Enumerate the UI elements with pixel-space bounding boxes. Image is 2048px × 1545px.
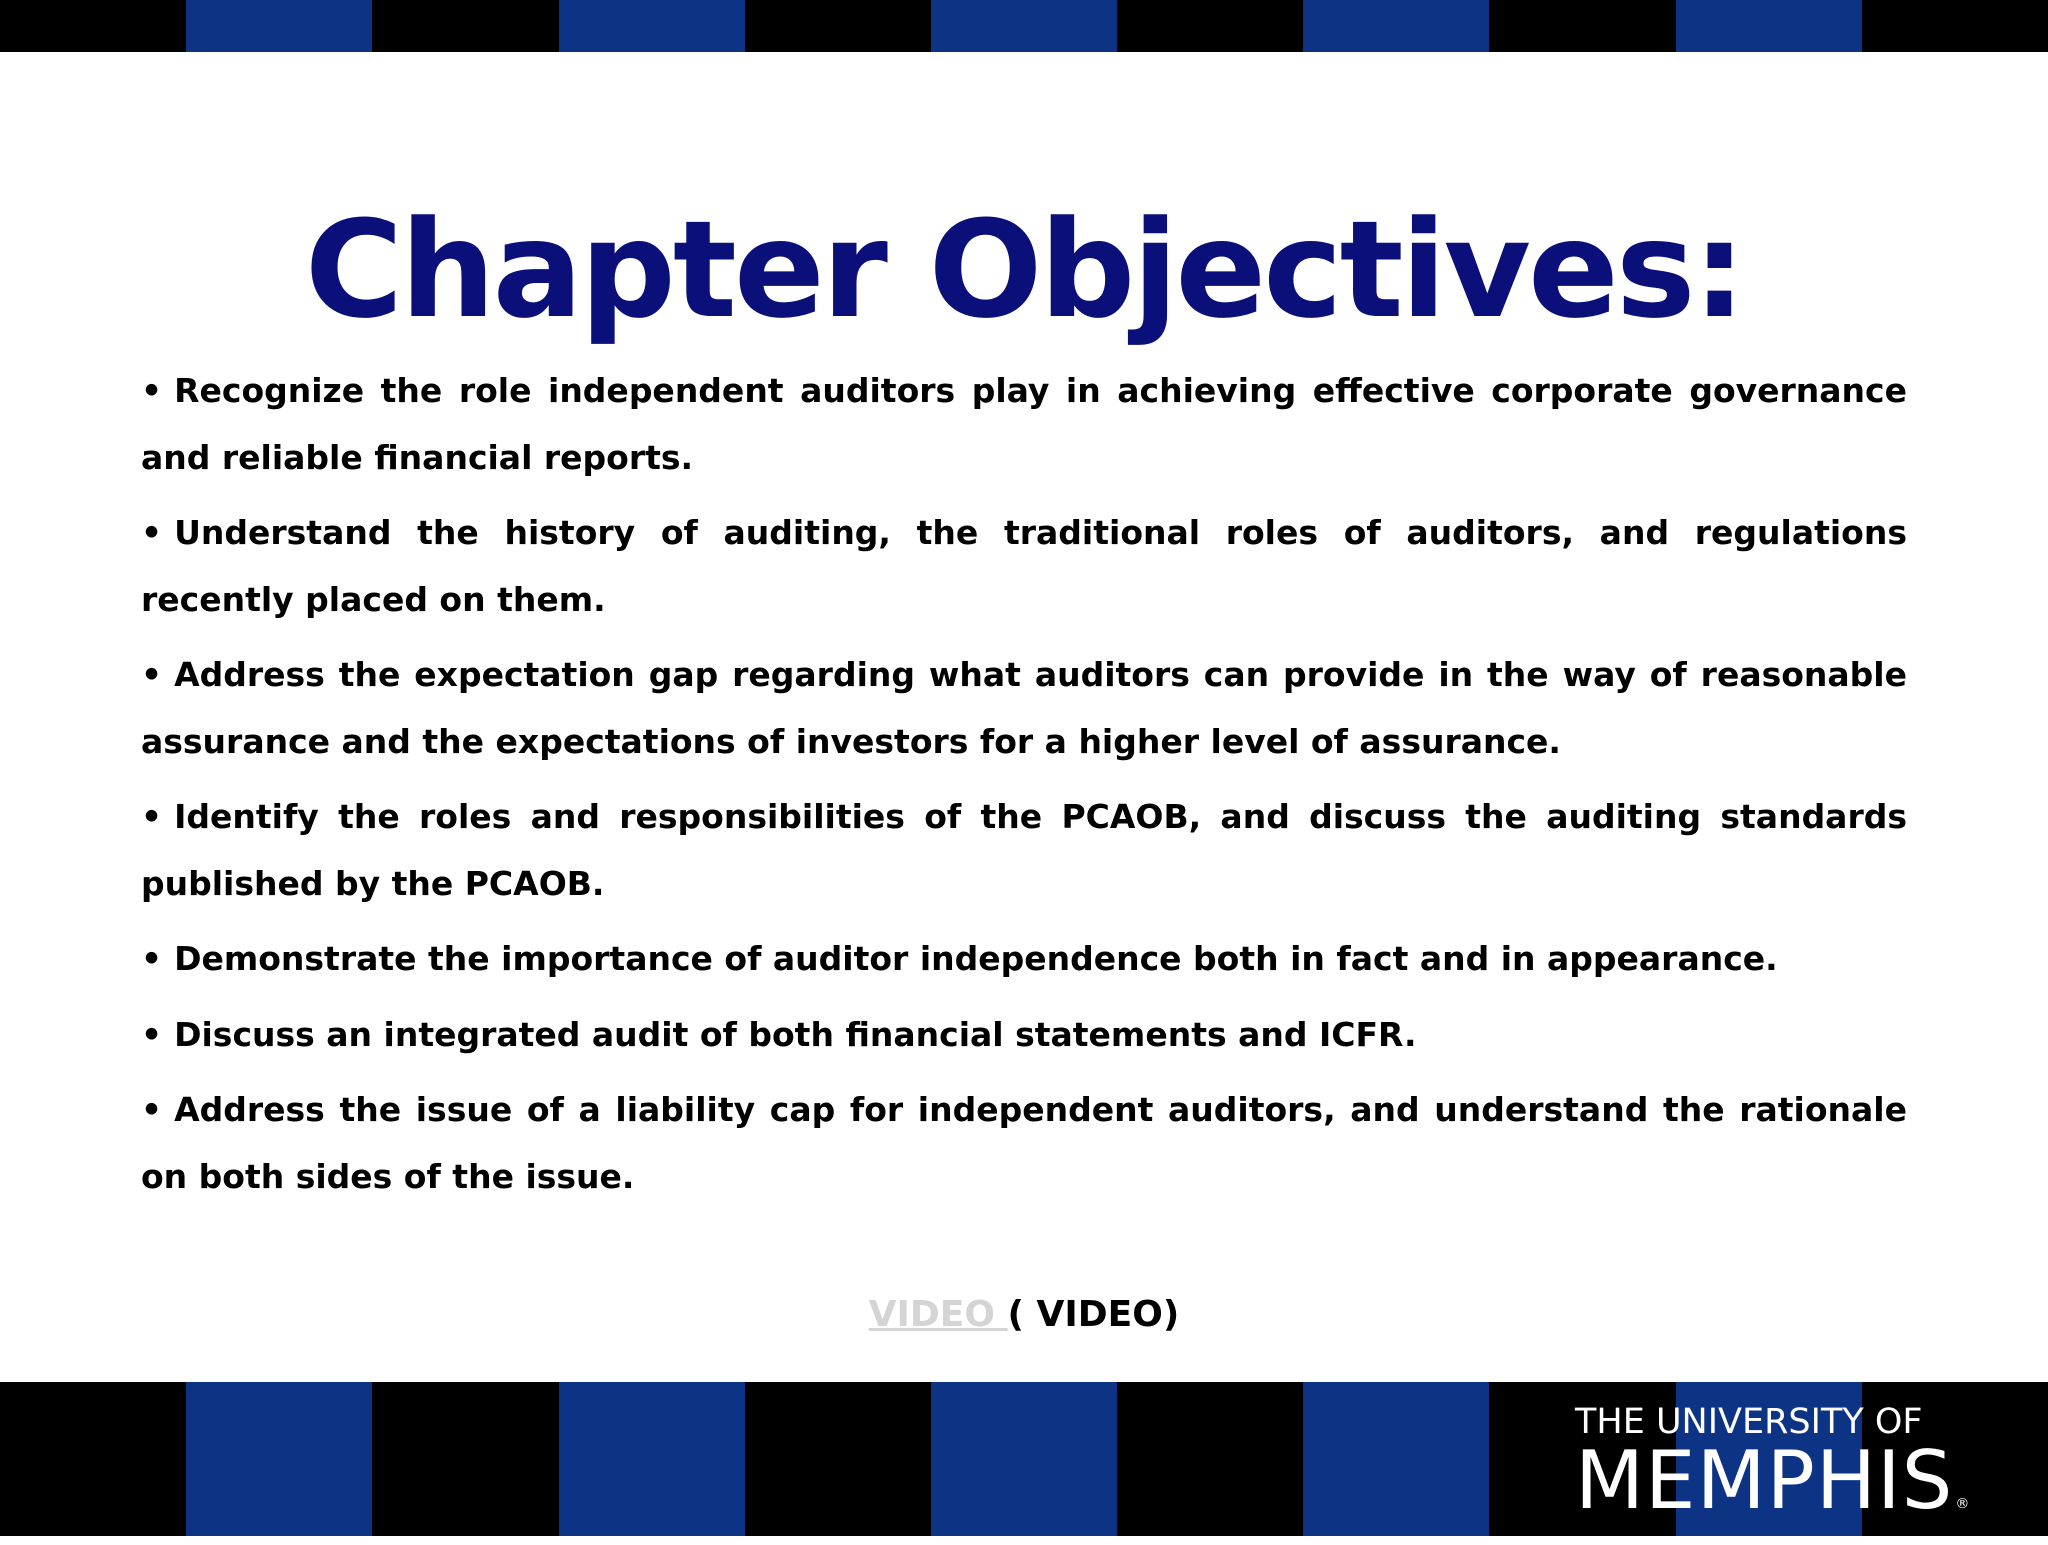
stripe-blue (1303, 1382, 1489, 1536)
stripe-blue (1303, 0, 1489, 52)
stripe-blue (559, 1382, 745, 1536)
stripe-black (745, 0, 931, 52)
bullet-icon: • (141, 939, 163, 978)
objective-item (141, 926, 1907, 993)
stripe-blue (186, 0, 372, 52)
stripe-black (0, 0, 186, 52)
objective-text: Demonstrate the importance of auditor independence both in fact and in appearance. (174, 939, 1778, 978)
logo-wordmark: MEMPHIS (1575, 1434, 1954, 1527)
bullet-icon: • (141, 513, 163, 552)
objective-text: Understand the history of auditing, the traditional roles of auditors, and regulations recently placed on them. (141, 513, 1907, 619)
objectives-list (141, 358, 1907, 1219)
stripe-black (1862, 0, 2048, 52)
logo-line-memphis (1575, 1434, 1995, 1545)
stripe-black (1117, 0, 1303, 52)
bullet-icon: • (141, 1014, 163, 1054)
registered-mark-icon: ® (1955, 1496, 1971, 1512)
slide-title: Chapter Objectives: (304, 192, 1744, 348)
stripe-black (1117, 1382, 1303, 1536)
video-link[interactable]: VIDEO (868, 1294, 1008, 1335)
objective-item (141, 784, 1907, 917)
objective-item (141, 1002, 1907, 1069)
stripe-black (745, 1382, 931, 1536)
bullet-icon: • (141, 1090, 163, 1129)
objective-text: Address the expectation gap regarding what auditors can provide in the way of reasonable assurance and the expectations of investors for a higher level of assurance. (141, 655, 1907, 761)
bullet-icon: • (141, 655, 163, 694)
video-line (0, 1290, 2048, 1340)
objective-text: Address the issue of a liability cap for independent auditors, and understand the rationale on both sides of the issue. (141, 1090, 1907, 1196)
objective-text: Recognize the role independent auditors play in achieving effective corporate governance and reliable financial reports. (141, 371, 1907, 477)
stripe-black (372, 0, 558, 52)
video-suffix-text: ( VIDEO) (1007, 1294, 1180, 1335)
objective-text: Identify the roles and responsibilities of the PCAOB, and discuss the auditing standards published by the PCAOB. (141, 797, 1907, 903)
logo-line-university: THE UNIVERSITY OF (1575, 1402, 1923, 1442)
stripe-blue (1676, 0, 1862, 52)
stripe-black (372, 1382, 558, 1536)
university-logo (1575, 1402, 1995, 1545)
objective-item (141, 1077, 1907, 1210)
stripe-black (1489, 0, 1675, 52)
bullet-icon: • (141, 797, 163, 836)
bullet-icon: • (141, 371, 163, 410)
stripe-blue (931, 0, 1117, 52)
stripe-blue (931, 1382, 1117, 1536)
objective-item (141, 642, 1907, 775)
stripe-blue (559, 0, 745, 52)
objective-item (141, 500, 1907, 633)
stripe-black (0, 1382, 186, 1536)
top-stripe-band (0, 0, 2048, 52)
objective-text: Discuss an integrated audit of both financial statements and ICFR. (174, 1014, 1417, 1054)
objective-item (141, 358, 1907, 491)
stripe-blue (186, 1382, 372, 1536)
